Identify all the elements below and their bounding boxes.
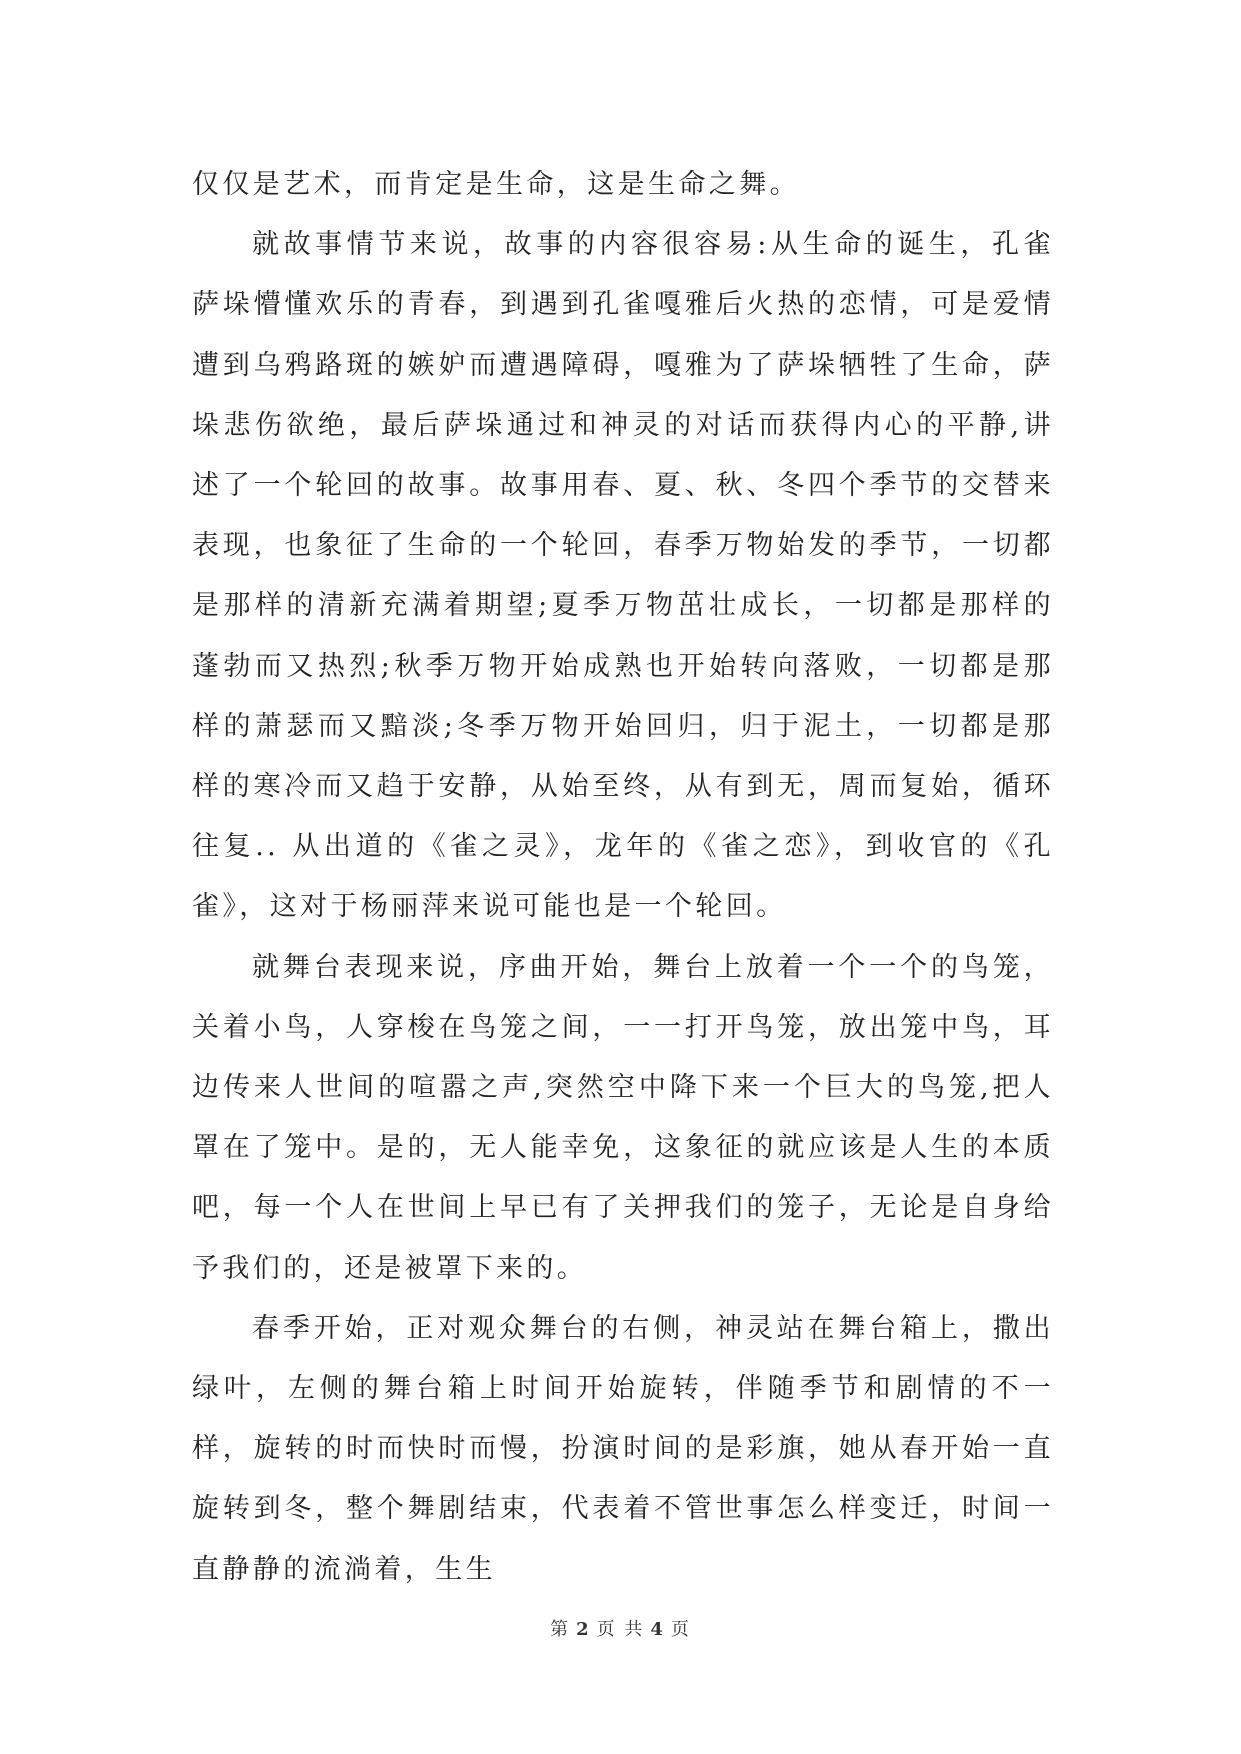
footer-suffix: 页	[670, 1619, 691, 1640]
paragraph-3: 就舞台表现来说，序曲开始，舞台上放着一个一个的鸟笼，关着小鸟，人穿梭在鸟笼之间，一一打开鸟笼，放出笼中鸟，耳边传来人世间的喧嚣之声,突然空中降下来一个巨大的鸟笼,把人罩在了笼中。是的，无人能幸免，这象征的就应该是人生的本质吧，每一个人在世间上早已有了关押我们的笼子，无论是自身给予我们的，还是被罩下来的。	[192, 951, 1054, 1284]
document-body	[192, 155, 1054, 1600]
page-footer	[0, 1615, 1241, 1641]
footer-middle: 页 共	[596, 1619, 645, 1640]
footer-page-total: 4	[650, 1619, 665, 1640]
paragraph-2: 就故事情节来说，故事的内容很容易:从生命的诞生，孔雀萨垛懵懂欢乐的青春，到遇到孔雀嘎雅后火热的恋情，可是爱情遭到乌鸦路斑的嫉妒而遭遇障碍，嘎雅为了萨垛牺牲了生命，萨垛悲伤欲绝，最后萨垛通过和神灵的对话而获得内心的平静,讲述了一个轮回的故事。故事用春、夏、秋、冬四个季节的交替来表现，也象征了生命的一个轮回，春季万物始发的季节，一切都是那样的清新充满着期望;夏季万物茁壮成长，一切都是那样的蓬勃而又热烈;秋季万物开始成熟也开始转向落败，一切都是那样的萧瑟而又黯淡;冬季万物开始回归，归于泥土，一切都是那样的寒冷而又趋于安静，从始至终，从有到无，周而复始，循环往复.. 从出道的《雀之灵》，龙年的《雀之恋》，到收官的《孔雀》，这对于杨丽萍来说可能也是一个轮回。	[192, 229, 1054, 923]
footer-page-current: 2	[576, 1619, 591, 1640]
footer-prefix: 第	[550, 1619, 571, 1640]
paragraph-4: 春季开始，正对观众舞台的右侧，神灵站在舞台箱上，撒出绿叶，左侧的舞台箱上时间开始旋转，伴随季节和剧情的不一样，旋转的时而快时而慢，扮演时间的是彩旗，她从春开始一直旋转到冬，整个舞剧结束，代表着不管世事怎么样变迁，时间一直静静的流淌着，生生	[192, 1312, 1054, 1585]
paragraph-1: 仅仅是艺术，而肯定是生命，这是生命之舞。	[192, 169, 800, 200]
